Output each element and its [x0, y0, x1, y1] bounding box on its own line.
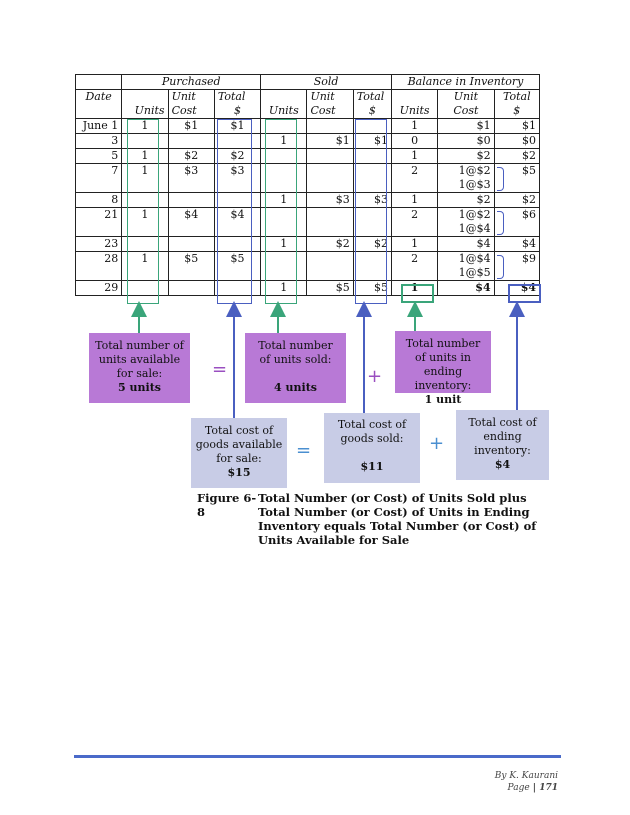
balance-total-cell: $6	[494, 208, 539, 237]
balance-cost-cell: $4	[438, 237, 494, 252]
header-s-total: Total $	[353, 90, 391, 119]
sold-units-cell: 1	[261, 281, 307, 296]
figure-label: Figure 6-8	[197, 491, 257, 519]
purchased-total-cell: $2	[214, 149, 260, 164]
balance-cost-cell: 1@$2 1@$3	[438, 164, 494, 193]
sold-cost-cell: $1	[307, 134, 353, 149]
header-s-unit-cost: Unit Cost	[307, 90, 353, 119]
header-b-units: Units	[391, 90, 437, 119]
balance-units-cell: 1	[391, 193, 437, 208]
purchased-units-cell: 1	[122, 119, 168, 134]
date-cell: 8	[76, 193, 122, 208]
balance-units-cell: 2	[391, 208, 437, 237]
balance-total-cell: $5	[494, 164, 539, 193]
purchased-units-cell: 1	[122, 208, 168, 237]
purchased-total-cell: $4	[214, 208, 260, 237]
date-cell: 7	[76, 164, 122, 193]
balance-units-cell: 1	[391, 119, 437, 134]
header-b-unit-cost: Unit Cost	[438, 90, 494, 119]
date-cell: 3	[76, 134, 122, 149]
date-cell: 5	[76, 149, 122, 164]
balance-total-cell: $4	[494, 237, 539, 252]
balance-cost-cell: $2	[438, 193, 494, 208]
date-cell: 21	[76, 208, 122, 237]
balance-units-cell: 2	[391, 252, 437, 281]
units-sold-box: Total number of units sold: 4 units	[245, 333, 346, 403]
figure-caption	[197, 491, 567, 547]
balance-units-cell: 2	[391, 164, 437, 193]
header-s-units: Units	[261, 90, 307, 119]
purchased-units-cell: 1	[122, 149, 168, 164]
balance-total-cell: $9	[494, 252, 539, 281]
balance-cost-cell: $0	[438, 134, 494, 149]
header-p-total: Total $	[214, 90, 260, 119]
purchased-cost-cell: $3	[168, 164, 214, 193]
balance-units-cell: 1	[391, 281, 437, 296]
sold-cost-cell: $2	[307, 237, 353, 252]
cost-sold-box: Total cost of goods sold: $11	[324, 413, 420, 483]
sold-cost-cell: $5	[307, 281, 353, 296]
group-balance: Balance in Inventory	[391, 75, 539, 90]
purchased-cost-cell: $5	[168, 252, 214, 281]
equals-operator-top: =	[212, 359, 228, 380]
purchased-total-cell: $3	[214, 164, 260, 193]
footer-rule	[74, 755, 561, 758]
equals-operator-bottom: =	[296, 440, 312, 461]
footer-page: Page | 171	[507, 783, 558, 793]
sold-units-cell: 1	[261, 193, 307, 208]
balance-units-cell: 0	[391, 134, 437, 149]
plus-operator-bottom: +	[429, 433, 445, 454]
plus-operator-top: +	[367, 366, 383, 387]
balance-cost-cell: 1@$2 1@$4	[438, 208, 494, 237]
balance-total-cell: $2	[494, 193, 539, 208]
purchased-total-cell: $1	[214, 119, 260, 134]
sold-units-cell: 1	[261, 237, 307, 252]
sold-total-cell: $2	[353, 237, 391, 252]
balance-total-cell: $0	[494, 134, 539, 149]
units-available-box: Total number of units available for sale: 5 units	[89, 333, 190, 403]
sold-total-cell: $5	[353, 281, 391, 296]
group-sold: Sold	[261, 75, 392, 90]
units-ending-box: Total number of units in ending inventory: 1 unit	[395, 331, 491, 393]
purchased-cost-cell: $4	[168, 208, 214, 237]
cost-available-box: Total cost of goods available for sale: $15	[191, 418, 287, 488]
figure-text: Total Number (or Cost) of Units Sold plus Total Number (or Cost) of Units in Ending Inventory equals Total Number (or Cost) of Units Available for Sale	[258, 491, 537, 547]
page-footer	[495, 770, 558, 794]
balance-units-cell: 1	[391, 237, 437, 252]
purchased-units-cell: 1	[122, 164, 168, 193]
sold-cost-cell: $3	[307, 193, 353, 208]
date-cell: 29	[76, 281, 122, 296]
balance-total-cell: $4	[494, 281, 539, 296]
purchased-cost-cell: $2	[168, 149, 214, 164]
date-cell: June 1	[76, 119, 122, 134]
footer-author: By K. Kaurani	[494, 771, 558, 781]
sold-units-cell: 1	[261, 134, 307, 149]
balance-units-cell: 1	[391, 149, 437, 164]
header-date: Date	[76, 90, 122, 119]
balance-cost-cell: $2	[438, 149, 494, 164]
balance-total-cell: $2	[494, 149, 539, 164]
sold-total-cell: $1	[353, 134, 391, 149]
date-cell: 23	[76, 237, 122, 252]
purchased-units-cell: 1	[122, 252, 168, 281]
purchased-total-cell: $5	[214, 252, 260, 281]
balance-cost-cell: $4	[438, 281, 494, 296]
header-p-units: Units	[122, 90, 168, 119]
header-p-unit-cost: Unit Cost	[168, 90, 214, 119]
balance-cost-cell: $1	[438, 119, 494, 134]
group-purchased: Purchased	[122, 75, 261, 90]
header-b-total: Total $	[494, 90, 539, 119]
cost-ending-box: Total cost of ending inventory: $4	[456, 410, 549, 480]
purchased-cost-cell: $1	[168, 119, 214, 134]
date-cell: 28	[76, 252, 122, 281]
balance-total-cell: $1	[494, 119, 539, 134]
sold-total-cell: $3	[353, 193, 391, 208]
balance-cost-cell: 1@$4 1@$5	[438, 252, 494, 281]
